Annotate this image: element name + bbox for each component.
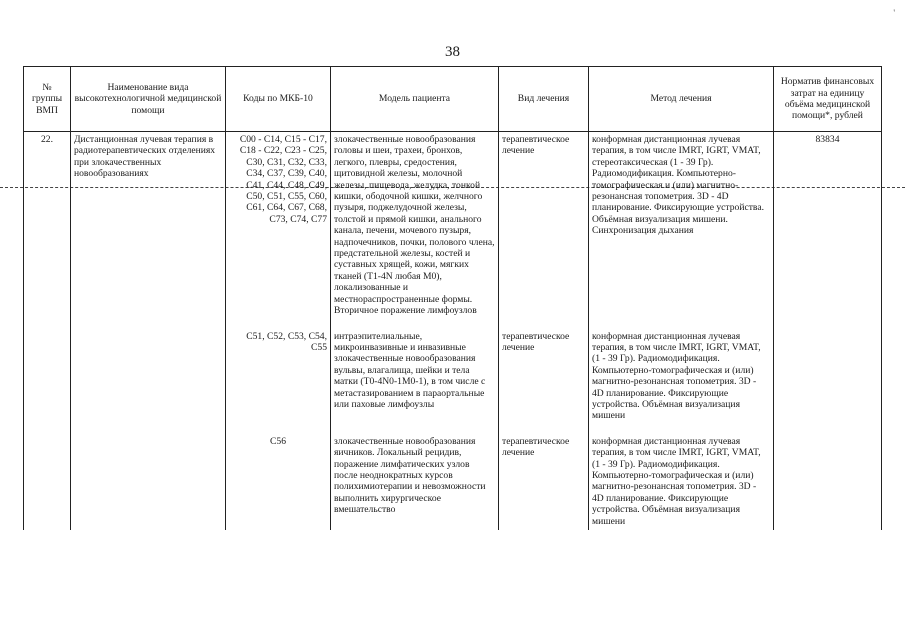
- header-group-number: № группы ВМП: [24, 67, 71, 132]
- patient-model-cell: злокачественные новообразования яичников. Локальный рецидив, поражение лимфатических узлов после неоднократных курсов полихимиотерапии и невозможности выполнить хирургическое вмешательство: [331, 434, 499, 530]
- treatment-type-cell: терапевтическое лечение: [499, 329, 589, 425]
- header-cost-norm: Норматив финансовых затрат на единицу объёма медицинской помощи*, рублей: [774, 67, 882, 132]
- treatment-method-cell: конформная дистанционная лучевая терапия, в том числе IMRT, IGRT, VMAT, (1 - 39 Гр). Радиомодификация. Компьютерно-томографическая и (или) магнитно-резонансная топометрия. 3D - 4D планирование. Фиксирующие устройства. Объёмная визуализация мишени: [589, 329, 774, 425]
- patient-model-cell: злокачественные новообразования головы и шеи, трахеи, бронхов, легкого, плевры, средостения, щитовидной железы, молочной железы, пищевода, желудка, тонкой кишки, ободочной кишки, желчного пузыря, поджелудочной железы, толстой и прямой кишки, анального канала, печени, мочевого пузыря, надпочечников, почки, полового члена, предстательной железы, костей и суставных хрящей, кожи, мягких тканей (T1-4N любая M0), локализованные и местнораспространенные формы. Вторичное поражение лимфоузлов: [331, 132, 499, 320]
- icd-codes-cell: C00 - C14, C15 - C17, C18 - C22, C23 - C25, C30, C31, C32, C33, C34, C37, C39, C40, C41, C44, C48, C49, C50, C51, C55, C60, C61, C64, C67, C68, C73, C74, C77: [226, 132, 331, 320]
- group-name-cell: Дистанционная лучевая терапия в радиотерапевтических отделениях при злокачественных новообразованиях: [71, 132, 226, 531]
- cost-norm-cell: 83834: [774, 132, 882, 531]
- group-number-cell: 22.: [24, 132, 71, 531]
- icd-codes-cell: C51, C52, C53, C54, C55: [226, 329, 331, 425]
- header-icd-codes: Коды по МКБ-10: [226, 67, 331, 132]
- page-number: 38: [445, 44, 460, 60]
- header-treatment-method: Метод лечения: [589, 67, 774, 132]
- patient-model-cell: интраэпителиальные, микроинвазивные и инвазивные злокачественные новообразования вульвы, влагалища, шейки и тела матки (T0-4N0-1M0-1), в том числе с метастазированием в параортальные или паховые лимфоузлы: [331, 329, 499, 425]
- treatment-type-cell: терапевтическое лечение: [499, 434, 589, 530]
- treatment-method-cell: конформная дистанционная лучевая терапия, в том числе IMRT, IGRT, VMAT, стереотаксическая (1 - 39 Гр). Радиомодификация. Компьютерно-томографическая и (или) магнитно-резонансная топометрия. 3D - 4D планирование. Фиксирующие устройства. Объёмная визуализация мишени. Синхронизация дыхания: [589, 132, 774, 320]
- header-treatment-type: Вид лечения: [499, 67, 589, 132]
- vmp-table: [23, 66, 882, 530]
- table-header-row: [24, 67, 882, 132]
- table-row: [24, 132, 882, 320]
- treatment-method-cell: конформная дистанционная лучевая терапия, в том числе IMRT, IGRT, VMAT, (1 - 39 Гр). Радиомодификация. Компьютерно-томографическая и (или) магнитно-резонансная топометрия. 3D - 4D планирование. Фиксирующие устройства. Объёмная визуализация мишени: [589, 434, 774, 530]
- header-care-type-name: Наименование вида высокотехнологичной медицинской помощи: [71, 67, 226, 132]
- icd-codes-cell: C56: [226, 434, 331, 530]
- header-patient-model: Модель пациента: [331, 67, 499, 132]
- corner-mark: ': [893, 8, 895, 18]
- treatment-type-cell: терапевтическое лечение: [499, 132, 589, 320]
